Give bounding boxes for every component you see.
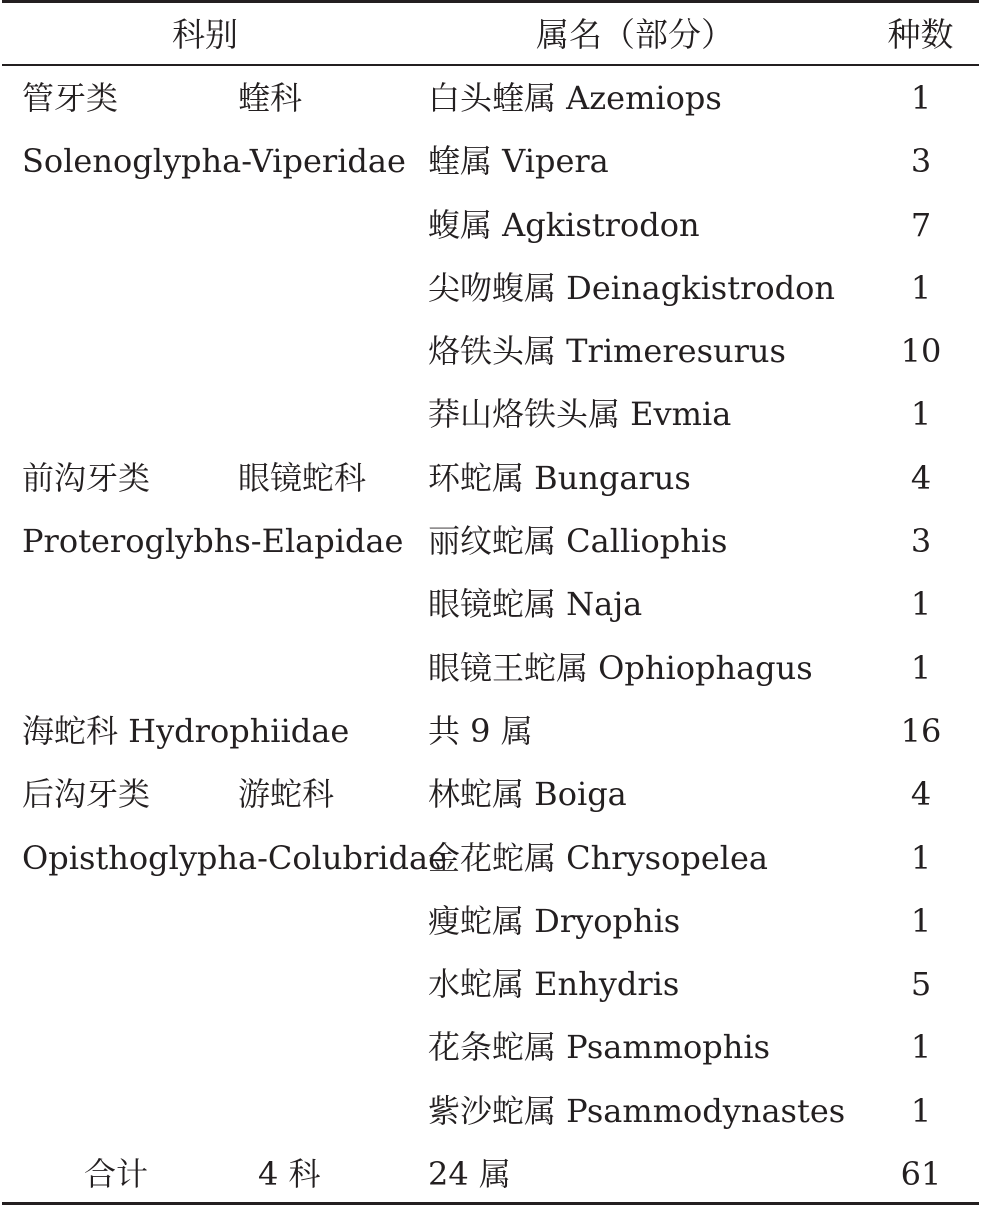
table-row bbox=[0, 130, 981, 193]
count-cell: 1 bbox=[910, 268, 932, 307]
count-cell: 1 bbox=[910, 838, 932, 877]
total-families: 4 科 bbox=[258, 1155, 321, 1194]
family-cell: 蝰科 bbox=[238, 79, 303, 117]
table-row bbox=[0, 953, 981, 1016]
table-row bbox=[0, 67, 981, 130]
table-row bbox=[0, 447, 981, 510]
count-cell: 10 bbox=[900, 332, 942, 371]
count-cell: 1 bbox=[910, 648, 932, 687]
family-cell: 海蛇科 Hydrophiidae bbox=[22, 711, 350, 750]
genus-cell: 水蛇属 Enhydris bbox=[428, 965, 680, 1004]
count-cell: 3 bbox=[910, 522, 932, 561]
count-cell: 4 bbox=[910, 458, 932, 497]
genus-cell: 瘦蛇属 Dryophis bbox=[428, 901, 681, 940]
table-row bbox=[0, 827, 981, 890]
family-cell: Proteroglybhs-Elapidae bbox=[22, 522, 404, 561]
family-cell: 后沟牙类 bbox=[22, 775, 151, 814]
table-bottom-rule bbox=[2, 1202, 979, 1205]
family-cell: 前沟牙类 bbox=[22, 458, 151, 497]
genus-cell: 金花蛇属 Chrysopelea bbox=[428, 838, 769, 877]
header-family: 科别 bbox=[172, 15, 238, 54]
family-cell: 管牙类 bbox=[22, 79, 119, 117]
genus-cell: 眼镜王蛇属 Ophiophagus bbox=[428, 648, 813, 687]
table-row bbox=[0, 257, 981, 320]
table-row bbox=[0, 700, 981, 763]
family-cell: 眼镜蛇科 bbox=[238, 458, 367, 497]
family-cell: Solenoglypha-Viperidae bbox=[22, 142, 406, 181]
table-row bbox=[0, 194, 981, 257]
count-cell: 5 bbox=[910, 965, 932, 1004]
family-cell: 游蛇科 bbox=[238, 775, 335, 814]
count-cell: 1 bbox=[910, 585, 932, 624]
genus-cell: 丽纹蛇属 Calliophis bbox=[428, 522, 728, 561]
table-row bbox=[0, 320, 981, 383]
genus-cell: 白头蝰属 Azemiops bbox=[428, 79, 722, 117]
genus-cell: 尖吻蝮属 Deinagkistrodon bbox=[428, 268, 836, 307]
count-cell: 1 bbox=[910, 901, 932, 940]
total-count: 61 bbox=[900, 1155, 942, 1194]
total-label: 合计 bbox=[84, 1155, 149, 1194]
table-row bbox=[0, 573, 981, 636]
genus-cell: 眼镜蛇属 Naja bbox=[428, 585, 643, 624]
table-header bbox=[0, 3, 981, 64]
header-genus: 属名（部分） bbox=[536, 15, 734, 54]
family-cell: Opisthoglypha-Colubridae bbox=[22, 838, 447, 877]
genus-cell: 蝰属 Vipera bbox=[428, 142, 609, 181]
count-cell: 7 bbox=[910, 205, 932, 244]
count-cell: 4 bbox=[910, 775, 932, 814]
table-row bbox=[0, 510, 981, 573]
genus-cell: 林蛇属 Boiga bbox=[428, 775, 627, 814]
table-row bbox=[0, 1016, 981, 1079]
table-body bbox=[0, 67, 981, 1206]
genus-cell: 紫沙蛇属 Psammodynastes bbox=[428, 1091, 846, 1130]
genus-cell: 共 9 属 bbox=[428, 711, 533, 750]
table-row bbox=[0, 763, 981, 826]
total-genera: 24 属 bbox=[428, 1155, 511, 1194]
header-count: 种数 bbox=[887, 15, 954, 54]
genus-cell: 环蛇属 Bungarus bbox=[428, 458, 691, 497]
table-row bbox=[0, 637, 981, 700]
count-cell: 1 bbox=[910, 1091, 932, 1130]
genus-cell: 花条蛇属 Psammophis bbox=[428, 1028, 771, 1067]
count-cell: 1 bbox=[910, 79, 932, 117]
count-cell: 3 bbox=[910, 142, 932, 181]
genus-cell: 烙铁头属 Trimeresurus bbox=[428, 332, 786, 371]
genus-cell: 莽山烙铁头属 Evmia bbox=[428, 395, 732, 434]
total-row bbox=[0, 1143, 981, 1206]
table-row bbox=[0, 1080, 981, 1143]
count-cell: 1 bbox=[910, 1028, 932, 1067]
table-header-rule bbox=[2, 64, 979, 66]
count-cell: 1 bbox=[910, 395, 932, 434]
genus-cell: 蝮属 Agkistrodon bbox=[428, 205, 700, 244]
count-cell: 16 bbox=[900, 711, 942, 750]
table-row bbox=[0, 383, 981, 446]
table-row bbox=[0, 890, 981, 953]
